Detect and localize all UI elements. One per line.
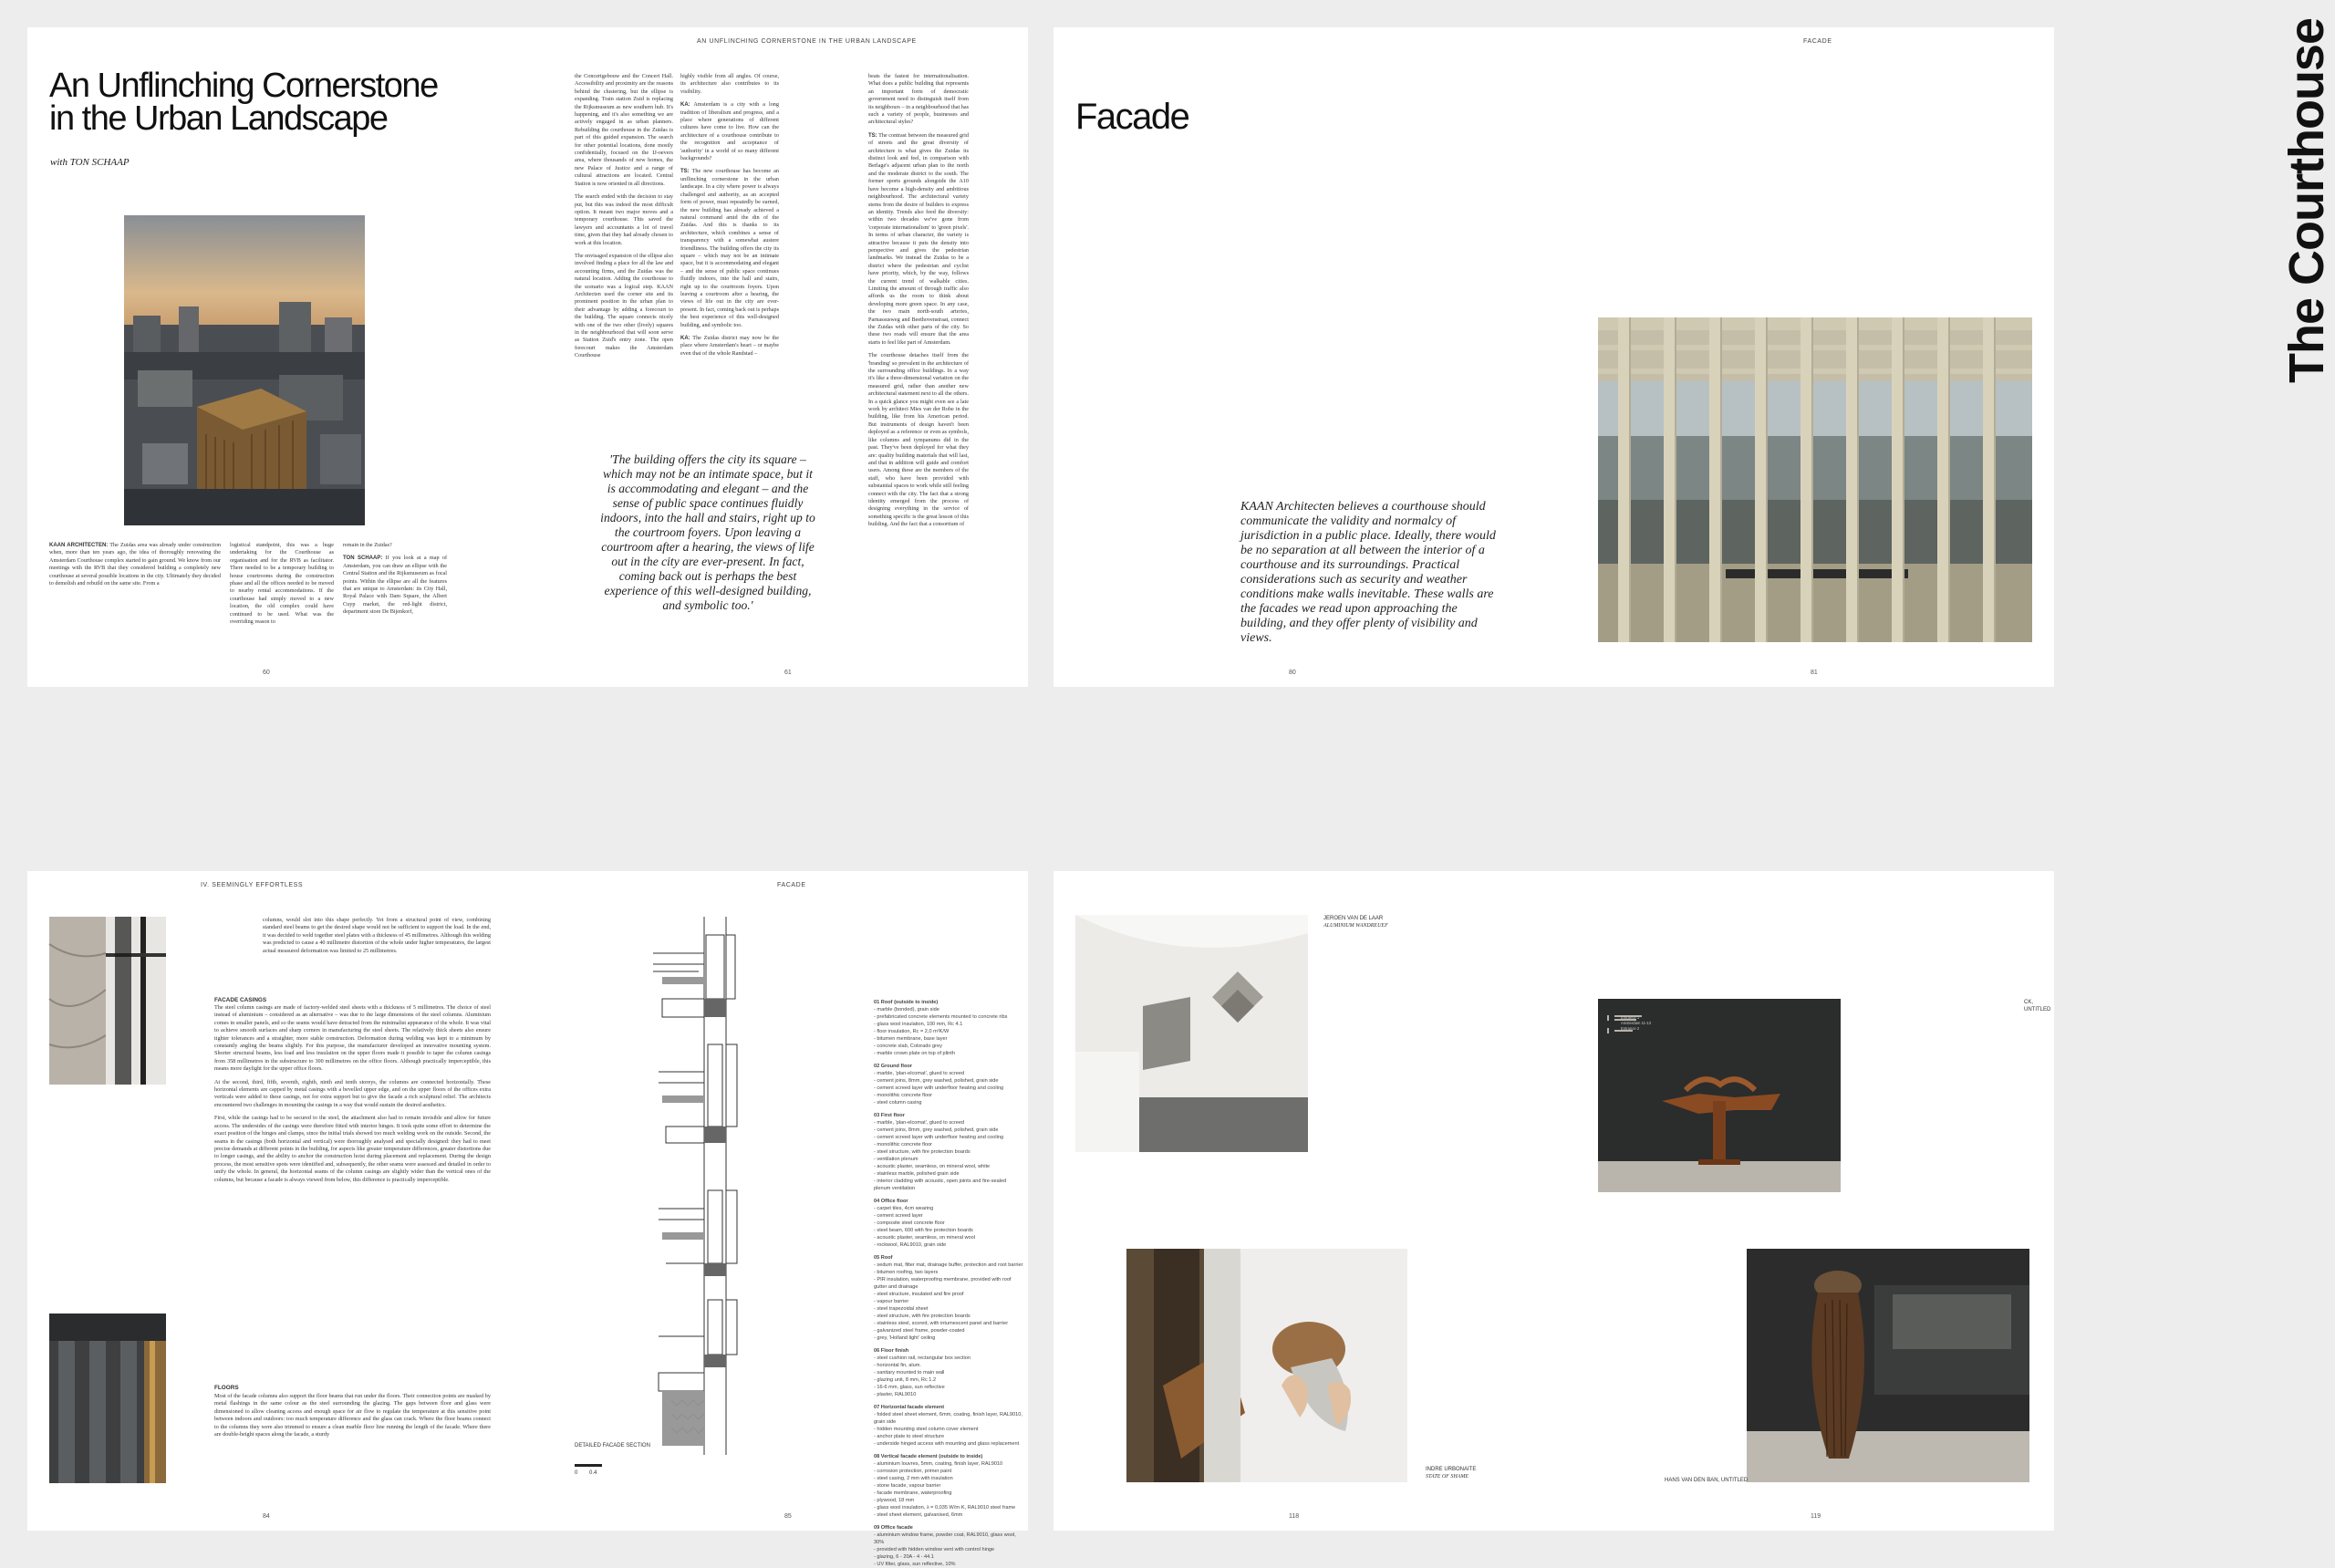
- running-head-left: IV. SEEMINGLY EFFORTLESS: [201, 882, 304, 888]
- body-floors: Most of the facade columns also support the floor beams that run under the floors. Their connection points are masked by metal flashings in the same colour as the steel surrounding the glazing. The gaps between floor and glass were dimensioned to allow cleaning access and enough space for air flow to regulate the temperature at this sensitive point between indoors and outdoors: too much temperature difference and the glass can crack. Where the floor beams connect to the columns they were also trimmed to ensure a clean marble floor line running the length of the facade. Where there are double-height spaces along the facade, a sturdy: [214, 1393, 491, 1438]
- legend-title: 04 Office floor: [874, 1199, 908, 1204]
- hands-artwork-photo: [1126, 1249, 1407, 1482]
- paragraph: highly visible from all angles. Of course, its architecture also contributes to its visibility.: [680, 73, 779, 95]
- vessel-sculpture-photo: [1747, 1249, 2029, 1482]
- aluminium-relief-photo: [1075, 915, 1308, 1152]
- speaker-ka: KA:: [680, 102, 690, 109]
- scale-bar: [575, 1464, 602, 1467]
- legend-title: 02 Ground floor: [874, 1064, 912, 1069]
- speaker-kaan: KAAN ARCHITECTEN:: [49, 543, 109, 548]
- facade-section-drawing: [571, 917, 890, 1455]
- spread-facade-intro: [1053, 27, 2054, 687]
- title-line-1: An Unflinching Cornerstone: [49, 67, 438, 105]
- artwork-title: STATE OF SHAME: [1426, 1474, 1468, 1480]
- artist-name: JEROEN VAN DE LAAR: [1323, 916, 1384, 921]
- pull-quote: 'The building offers the city its square – which may not be an intimate space, but it is accommodating and elegant – and the sense of public space continues fluidly indoors, into the hall and stairs, right up to the courtroom foyers. Upon leaving a courtroom after a hearing, the views of life out in the city are ever-present. In fact, coming back out is perhaps the best experience of this well-designed building, and symbolic too.': [600, 452, 815, 612]
- page-number-left: 60: [263, 670, 270, 676]
- paragraph: The Zuidas district may now be the place where Amsterdam's heart – or maybe even that of the whole Randstad –: [680, 335, 780, 357]
- paragraph: remain in the Zuidas?: [343, 542, 392, 548]
- legend-title: 01 Roof (outside to inside): [874, 1000, 939, 1005]
- paragraph: The Zuidas area was already under construction when, more than ten years ago, the idea of thoroughly renovating the Amsterdam Courthouse complex started to gain ground. We know from our meetings with the RVB that they considered building a completely new courthouse at several possible locations in the city. Ultimately they decided to demolish and rebuild on the same site. From a: [49, 542, 222, 587]
- legend-text: - marble, 'plan-elcomat', glued to screed - cement joins, 8mm, grey washed, polished, grain side - cement screed layer with underfloor heating and cooling - monolithic concrete floor - steel column casing: [874, 1071, 1004, 1106]
- marble-column-photo: [49, 917, 166, 1085]
- wayfinding-sign: [1621, 1015, 1651, 1032]
- scale-label-end: 0.4: [589, 1470, 597, 1476]
- article-title: [49, 67, 438, 138]
- text-column-a: [49, 542, 221, 670]
- legend-title: 08 Vertical facade element (outside to inside): [874, 1454, 983, 1459]
- aerial-building-photo: [124, 215, 365, 525]
- facade-columns-illustration: [1598, 317, 2032, 642]
- speaker-ka: KA:: [680, 336, 690, 341]
- facade-quote: KAAN Architecten believes a courthouse should communicate the validity and normalcy of jurisdiction in a public place. Ideally, there would be no separation at all between the interior of a courthouse and its surroundings. Practical considerations such as security and weather conditions make walls inevitable. These walls are the facades we read upon approaching the building, and they offer plenty of visibility and views.: [1240, 500, 1496, 645]
- artwork-title: ALUMINIUM WANDREUEF: [1323, 923, 1388, 929]
- body-facade-casings: [214, 1004, 491, 1366]
- speaker-ts: TS:: [868, 132, 877, 139]
- legend-text: - aluminium window frame, powder coat, RAL9010, glass wool, 30% - provided with hidden window vent with control hinge - glazing, 6 - 20A - 4 - 44.1 - UV filter, glass, sun reflective, 10%: [874, 1532, 1016, 1567]
- legend-text: - marble (bonded), grain side - prefabricated concrete elements mounted to concrete ribs - glass wool insulation, 100 mm, Rc 4.1 - floor insulation, Rc = 2,0 m²K/W - bitumen membrane, base layer - concrete slab, Colorado grey - marble crown plate on top of plinth: [874, 1007, 1008, 1056]
- text-column-d: [575, 73, 673, 456]
- speaker-ts: TON SCHAAP:: [343, 556, 383, 562]
- legend-text: - marble, 'plan-elcomat', glued to screed - cement joins, 8mm, grey washed, polished, grain side - cement screed layer with underfloor heating and cooling - monolithic concrete floor - steel structure, with fire protection boards - ventilation plenum - acoustic plaster, seamless, on mineral wool, white - stainless marble, polished grain side - interior cladding with acoustic, open joints and fire-sealed plenum ventilation: [874, 1120, 1007, 1191]
- legend-title: 03 First floor: [874, 1113, 905, 1118]
- spread-artworks: [1053, 871, 2054, 1531]
- artist-name: INDRE URBONAITE: [1426, 1467, 1477, 1472]
- vessel-sculpture-illustration: [1747, 1249, 2029, 1482]
- paragraph: At the second, third, fifth, seventh, eighth, ninth and tenth storeys, the columns are connected horizontally. These horizontal elements are capped by metal casings with a bevelled upper edge, and on the upper floors of the offices extra verticals were added to these casings, not for extra support but to give the facade a rich sculptural relief. The architects encountered two challenges in mounting the casings in a way that would sustain the desired aesthetics.: [214, 1078, 491, 1108]
- paragraph: The search ended with the decision to stay put, but this was indeed the most difficult option. It meant two major moves and a temporary courthouse. This saved the lawyers and accountants a lot of travel time, given that they had already chosen to work at this location.: [575, 193, 673, 246]
- text-column-e: [680, 73, 779, 456]
- byline: with TON SCHAAP: [50, 157, 130, 168]
- caption-wooden-sculpture: CK, UNTITLED: [2024, 1000, 2051, 1012]
- page-number-left: 84: [263, 1513, 270, 1520]
- book-side-title: The Courthouse: [2279, 18, 2334, 383]
- page-number-left: 80: [1289, 670, 1296, 676]
- legend-text: - aluminium louvres, 5mm, coating, finish layer, RAL9010 - corrosion protection, primer paint - steel casing, 2 mm with insulation - stone facade, vapour barrier - facade membrane, waterproofing - plywood, 18 mm - glass wool insulation, λ = 0,035 W/m·K, RAL9010 steel frame - steel sheet element, galvanised, 6mm: [874, 1461, 1016, 1518]
- paragraph: logistical standpoint, this was a huge undertaking for the Courthouse as organisation and for the RVB as facilitator. There needed to be a temporary building to house courtrooms during the construction phase and all the offices needed to be moved to nearby rental accommodations. If the courthouse had simply moved to a new location, the old complex could have continued to be used. What was the overriding reason to: [230, 542, 334, 626]
- heading-facade-casings: FACADE CASINGS: [214, 997, 267, 1003]
- paragraph: The envisaged expansion of the ellipse also involved finding a place for all the law and accounting firms, and the Zuidas was the natural location. Adding the courthouse to the scenario was a logical step. KAAN Architecten used the corner site and its prominent position in the urban plan to their advantage by adding a forecourt to the building. The square connects nicely with one of the two other (lively) squares in the neighbourhood that will soon serve as Station Zuid's entry zone. The open forecourt makes the Amsterdam Courthouse: [575, 252, 673, 359]
- spread-facade-details: [27, 871, 1028, 1567]
- speaker-ts: TS:: [680, 169, 690, 175]
- sign-line: Entrance 2: [1621, 1026, 1640, 1031]
- heading-floors: FLOORS: [214, 1385, 239, 1391]
- drawing-legend: [874, 999, 1024, 1567]
- caption-vessel-sculpture: HANS VAN DEN BAN, UNTITLED: [1665, 1478, 1749, 1483]
- scale-label-start: 0: [575, 1470, 578, 1476]
- running-head: FACADE: [1803, 38, 1832, 45]
- legend-title: 07 Horizontal facade element: [874, 1405, 945, 1410]
- facade-photo: [1598, 317, 2032, 642]
- legend-text: - folded steel sheet element, 6mm, coating, finish layer, RAL9010, grain side - hidden mounting steel column cover element - anchor plate to steel structure - underside hinged access with mounting and glass replacement: [874, 1412, 1022, 1447]
- title-line-2: in the Urban Landscape: [49, 99, 388, 138]
- sign-line: Entrance 1: [1621, 1015, 1640, 1020]
- paragraph: the Concertgebouw and the Concert Hall. Accessibility and proximity are the reasons behind the clustering, but the ellipse is expanding. Train station Zuid is replacing the Rijksmuseum as new southern hub. It's happening, and it's also something we are actively engaged in as urban planners. Rebuilding the courthouse in the Zuidas is part of this guided expansion. The search for other potential locations, done mostly confidentially, focused on the IJ-oevers area, where thousands of new homes, the new Palace of Justice and a range of cultural attractions are located. Central Station is now oriented in all directions.: [575, 73, 673, 187]
- paragraph: First, while the casings had to be secured to the steel, the attachment also had to remain invisible and allow for future access. The undersides of the casings were therefore fitted with interior hinges. It took quite some effort to determine the exact position of the hinges and clamps, since the initial trials showed too much welding work on the outside. Second, the seams in the casings (both horizontal and vertical) were thoroughly analysed and specially designed: they had to meet precise demands at different points in the building, for aspects like greater temperature differences, greater distortions due to longer casings, and the ability to anchor the construction hoist during placement and replacement. During the design process, the most sensitive spots were identified and, subsequently, the other seams were assessed and detailed in order to unify the whole. In general, the horizontal seams of the column casings are slightly wider than the vertical ones of the columns, but because a facade is always viewed from below, this difference is practically imperceptible.: [214, 1115, 491, 1183]
- spread-interview: [27, 27, 1028, 687]
- page-number-right: 61: [784, 670, 792, 676]
- sign-line: Amsterdam 11-13: [1621, 1021, 1651, 1025]
- paragraph: The contrast between the measured grid of streets and the great diversity of architecture is what gives the Zuidas its distinct look and feel, in comparison with Berlage's adjacent urban plan to the north and the moderate district to the south. The former sports grounds alongside the A10 have become a high-density and ambitious neighbourhood. The architectural variety stems from the desire of builders to express an identity. Trends also feed the diversity: within two decades we've gone from 'corporate internationalism' to 'green pixels'. In terms of urban character, the variety is attractive because it puts the density into perspective and gives the pedestrian landmarks. We instead the Zuidas to be a district where the pedestrian and cyclist have priority, which, by the way, follows the current trend of walkable cities. Limiting the amount of through traffic also affords us the room to think about developing more green space. In any case, the two main north-south arteries, Parnassusweg and Beethovenstraat, connect the Zuidas with other parts of the city. So these two roads will ensure that the area starts to feel like part of Amsterdam.: [868, 131, 969, 346]
- intro-paragraph: columns, would slot into this shape perfectly. Yet from a structural point of view, combining standard steel beams to get the desired shape would not be sufficient to support the load. In the end, it was decided to weld together steel plates with a thickness of 45 millimetres. Although this welding was predicted to cause a 40 millimetre distortion of the whole under higher temperatures, the largest actual measured deformation was limited to 25 millimetres.: [263, 917, 491, 954]
- legend-title: 06 Floor finish: [874, 1348, 909, 1354]
- paragraph: The steel column casings are made of factory-welded steel sheets with a thickness of 5 millimetres. The choice of steel instead of aluminium – considered as an alternative – was due to the large dimensions of the steel columns. Aluminium comes in smaller panels, and so the seams would have detracted from the minimalist appearance of the whole. It was vital to achieve smooth surfaces and sharp corners in manufacturing the steel sheets. The relatively thick sheets also ensure tighter tolerances and a straighter, more stable construction. Deformation during welding was kept to a minimum by constantly angling the beams slightly. For this purpose, the manufacturer developed an innovative mounting system. Shorter structural beams, less load and less insulation on the upper floors made it possible to taper the column casings from 358 millimetres in the substructure to 300 millimetres on the office floors. Although practically imperceptible, this means more daylight for the upper office floors.: [214, 1004, 491, 1073]
- paragraph: The new courthouse has become an unflinching cornerstone in the urban landscape. In a city where power is always challenged and authority, as an accepted form of power, must repeatedly be earned, the new building has already achieved a natural command amid the din of the Zuidas. And this is thanks to its architecture, which combines a sense of transparency with a somewhat austere friendliness. The building offers the city its square – which may not be an intimate space, but it is accommodating and elegant – and the sense of public space continues fluidly indoors, into the hall and stairs, right up to the courtroom foyers. Upon leaving a courtroom after a hearing, the views of life out in the city are ever-present. In fact, coming back out is perhaps the best experience of this well-designed building, and symbolic too.: [680, 168, 780, 328]
- marble-column-illustration: [49, 917, 166, 1085]
- caption-hands: [1426, 1466, 1476, 1480]
- drawing-caption: DETAILED FACADE SECTION: [575, 1443, 650, 1449]
- section-title: Facade: [1075, 97, 1189, 137]
- text-column-c: [343, 542, 447, 670]
- relief-illustration: [1075, 915, 1308, 1152]
- aerial-building-illustration: [124, 215, 365, 525]
- paragraph: If you look at a map of Amsterdam, you can draw an ellipse with the Central Station and the Rijksmuseum as focal points. Within the ellipse are all the features that are unique to Amsterdam: its City Hall, Royal Palace with Dam Square, the Albert Cuyp market, the red-light district, department store De Bijenkorf,: [343, 555, 448, 616]
- page-number-left: 118: [1289, 1513, 1300, 1520]
- running-head-right: FACADE: [777, 882, 806, 888]
- steel-casing-photo: [49, 1314, 166, 1483]
- legend-title: 09 Office facade: [874, 1525, 913, 1531]
- legend-text: - sedum mat, filter mat, drainage buffer, protection and root barrier - bitumen roofing, two layers - PIR insulation, waterproofing membrane, provided with roof gutter and drainage - steel structure, insulated and fire proof - vapour barrier - steel trapezoidal sheet - steel structure, with fire protection boards - stainless steel, scored, with intumescent panel and barrier - galvanized steel frame, powder-coated - grey, 'Holland light' ceiling: [874, 1262, 1023, 1341]
- page-number-right: 85: [784, 1513, 792, 1520]
- running-head: AN UNFLINCHING CORNERSTONE IN THE URBAN LANDSCAPE: [697, 38, 917, 45]
- caption-relief: [1323, 915, 1388, 929]
- paragraph: beats the fastest for internationalisation. What does a public building that represents an important form of democratic government need to distinguish itself from its neighbours – in a neighbourhood that has such a variety of people, businesses and architectural styles?: [868, 73, 969, 126]
- legend-text: - steel cushion rail, rectangular box section - horizontal fin, alum. - sanitary mounted to main wall - glazing unit, 8 mm, Rc 1.2 - 16-6 mm, glass, sun reflective - plaster, RAL9010: [874, 1355, 971, 1397]
- page-number-right: 119: [1811, 1513, 1821, 1520]
- paragraph: The courthouse detaches itself from the 'branding' so prevalent in the architecture of the surrounding office buildings. In a way it's like a three-dimensional variation on the measured grid, rather than another new architectural statement next to all the others. In a quick glance you might even see a late work by architect Mies van der Rohe in the building, like from his American period. But instruments of design haven't been deployed as a reference or even as symbols, like columns and tympanums did in the past. They've been deployed for what they are: quality building materials that will last, and that in addition will guide and comfort users. Among these are the members of the staff, who have been provided with substantial spaces to work while still feeling connect with the city. The fact that a strong identity emerged from the process of designing everything in the service of something specific is the great lesson of this building. And the fact that a consortium of: [868, 352, 969, 528]
- text-column-f: [868, 73, 969, 668]
- text-column-b: [230, 542, 334, 670]
- section-drawing-illustration: [571, 917, 890, 1455]
- legend-text: - carpet tiles, 4cm wearing - cement screed layer - composite steel concrete floor - steel beam, 600 with fire protection boards - acoustic plaster, seamless, on mineral wool - rockwool, RAL9010, grain side: [874, 1206, 975, 1248]
- steel-casing-illustration: [49, 1314, 166, 1483]
- hands-artwork-illustration: [1126, 1249, 1407, 1482]
- legend-title: 05 Roof: [874, 1255, 893, 1261]
- page-number-right: 81: [1811, 670, 1818, 676]
- paragraph: Amsterdam is a city with a long tradition of liberalism and progress, and a place where generations of different cultures have come to live. How can the architecture of a courthouse contribute to the recognition and acceptance of 'authority' in a world of so many different backgrounds?: [680, 101, 779, 162]
